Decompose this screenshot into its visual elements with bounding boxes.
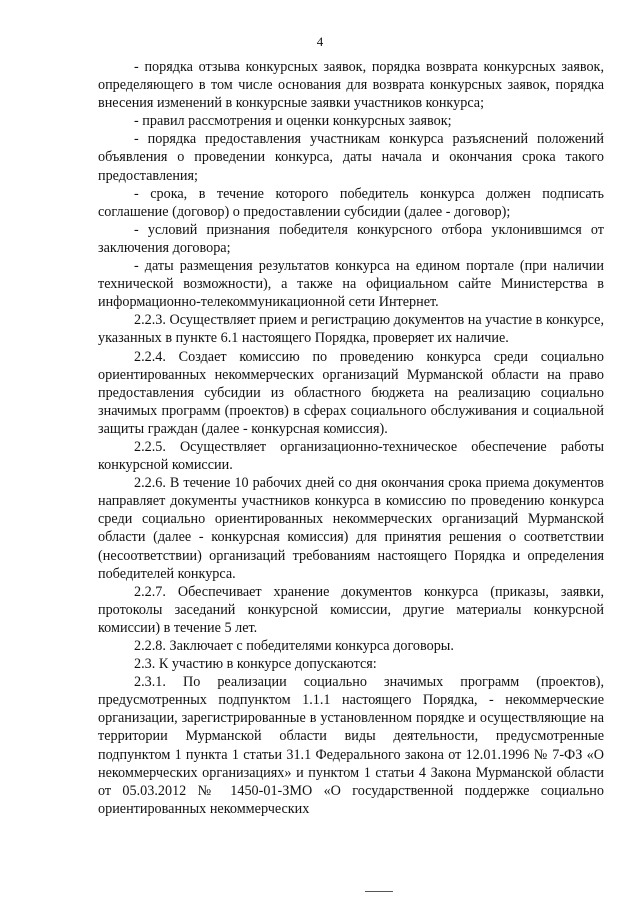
paragraph-2-2-3: 2.2.3. Осуществляет прием и регистрацию документов на участие в конкурсе, указанных в пункте 6.1 настоящего Порядка, проверяет их наличие. — [98, 312, 604, 347]
paragraph-2-2-8: 2.2.8. Заключает с победителями конкурса договоры. — [134, 638, 454, 654]
paragraph-withdrawal-procedure: - порядка отзыва конкурсных заявок, порядка возврата конкурсных заявок, определяющего в том числе основания для возврата конкурсных заявок, порядка внесения изменений в конкурсные заявки участников конкурса; — [98, 59, 604, 112]
paragraph-2-2-6: 2.2.6. В течение 10 рабочих дней со дня окончания срока приема документов направляет документы участников конкурса в комиссию по проведению конкурса среди социально ориентированных некоммерческих организаций Мурманской области (далее - конкурсная комиссия) для принятия решения о соответствии (несоответствии) организаций требованиям настоящего Порядка и определения победителей конкурса. — [98, 475, 604, 582]
paragraph-signing-deadline: - срока, в течение которого победитель конкурса должен подписать соглашение (договор) о предоставлении субсидии (далее - договор); — [98, 185, 604, 220]
paragraph-clarification-procedure: - порядка предоставления участникам конкурса разъяснений положений объявления о проведении конкурса, даты начала и окончания срока такого предоставления; — [98, 131, 604, 184]
paragraph-2-2-7: 2.2.7. Обеспечивает хранение документов конкурса (приказы, заявки, протоколы заседаний конкурсной комиссии, другие материалы конкурсной комиссии) в течение 5 лет. — [98, 583, 604, 636]
paragraph-2-3-1: 2.3.1. По реализации социально значимых программ (проектов), предусмотренных подпунктом 1.1.1 настоящего Порядка, - некоммерческие организации, зарегистрированные в установленном порядке и осуществляющие на территории Мурманской области виды деятельности, предусмотренные подпунктом 1 пункта 1 статьи 31.1 Федерального закона от 12.01.1996 № 7-ФЗ «О некоммерческих организациях» и пунктом 1 статьи 4 Закона Мурманской области от 05.03.2012 № 1450-01-ЗМО «О государственной поддержке социально ориентированных некоммерческих — [98, 674, 604, 817]
paragraph-evasion-conditions: - условий признания победителя конкурсного отбора уклонившимся от заключения договора; — [98, 221, 604, 256]
document-body — [98, 58, 604, 818]
paragraph-2-2-4: 2.2.4. Создает комиссию по проведению конкурса среди социально ориентированных некоммерческих организаций Мурманской области на право предоставления субсидии из областного бюджета на реализацию социально значимых программ (проектов) в сферах социального обслуживания и социальной защиты граждан (далее - конкурсная комиссия). — [98, 348, 604, 437]
paragraph-results-publication: - даты размещения результатов конкурса на едином портале (при наличии технической возможности), а также на официальном сайте Министерства в информационно-телекоммуникационной сети Интернет. — [98, 258, 604, 311]
paragraph-review-rules: - правил рассмотрения и оценки конкурсных заявок; — [134, 113, 452, 130]
paragraph-2-3: 2.3. К участию в конкурсе допускаются: — [134, 656, 377, 673]
footer-divider — [365, 891, 393, 892]
paragraph-2-2-5: 2.2.5. Осуществляет организационно-техническое обеспечение работы конкурсной комиссии. — [98, 438, 604, 474]
page-number: 4 — [316, 34, 324, 49]
